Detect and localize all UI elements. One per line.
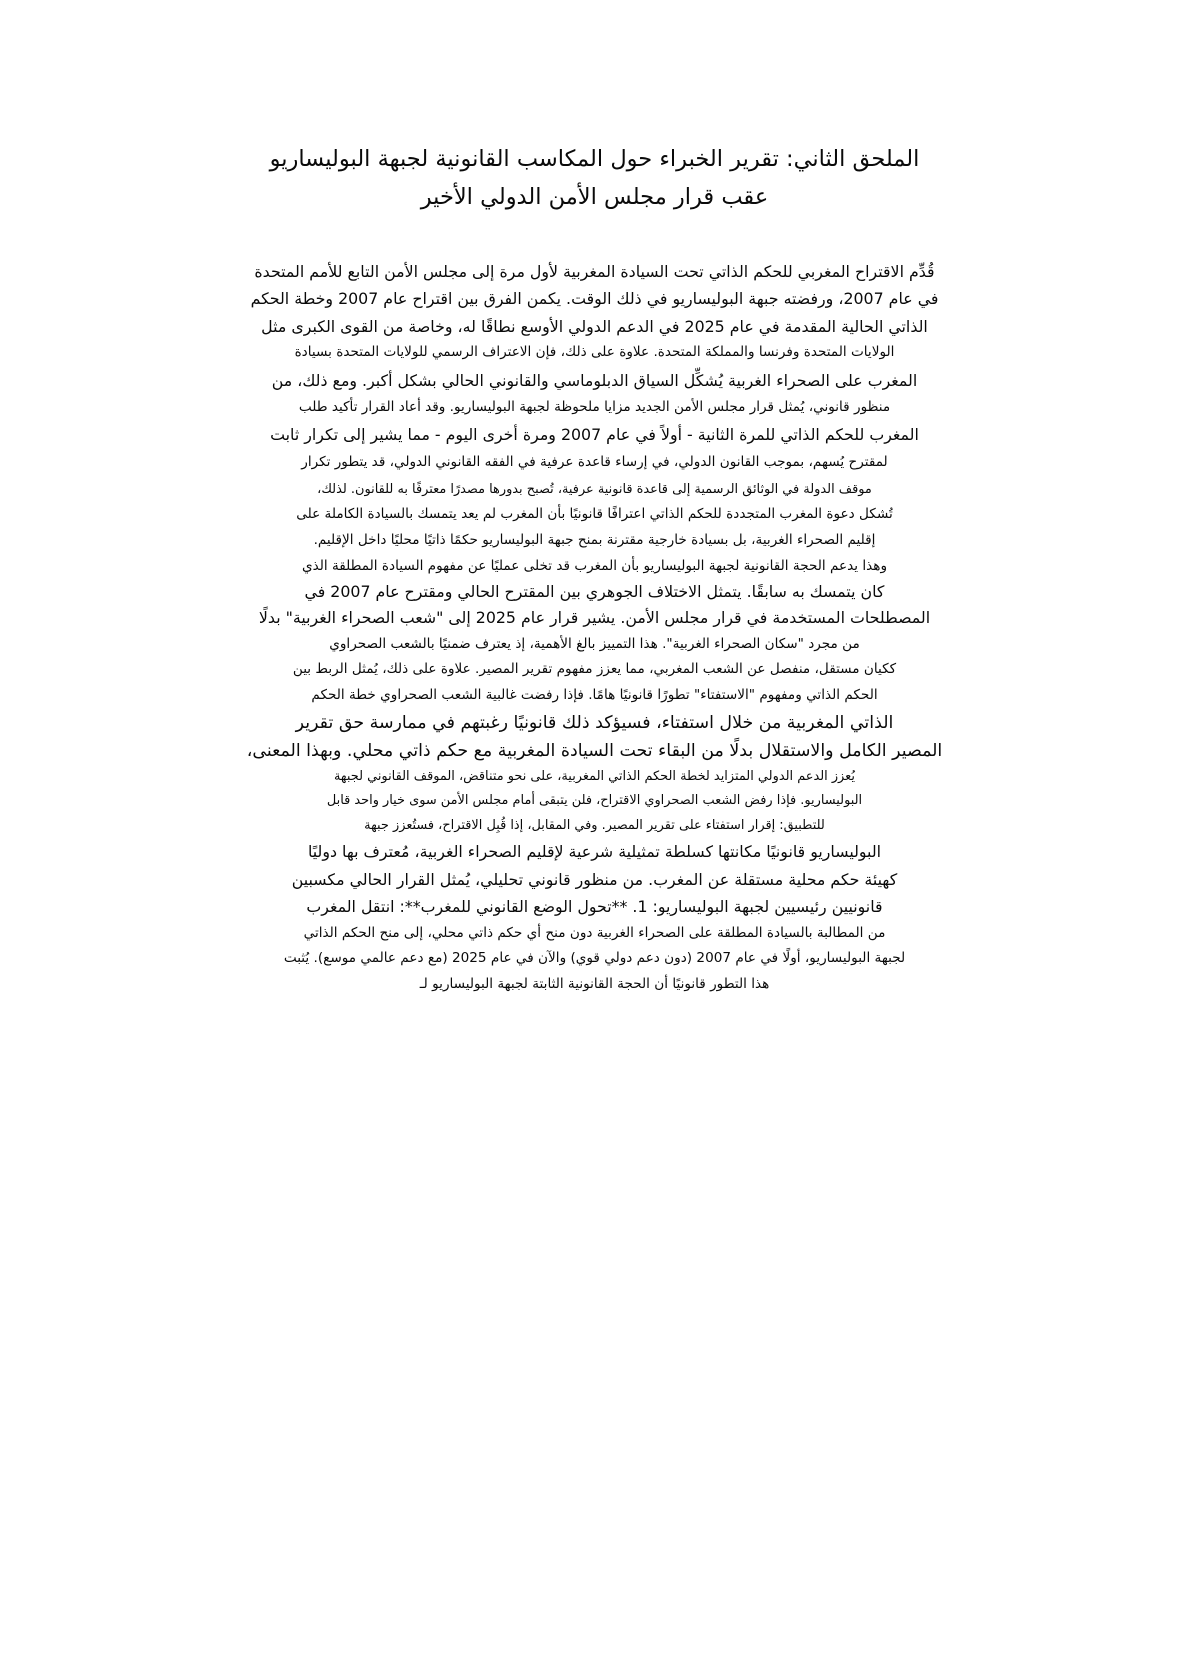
body-line: كهيئة حكم محلية مستقلة عن المغرب. من منظور قانوني تحليلي، يُمثل القرار الحالي مكسبين <box>291 869 898 889</box>
body-line: المغرب للحكم الذاتي للمرة الثانية - أولاً في عام 2007 ومرة أخرى اليوم - مما يشير إلى تكرار ثابت <box>270 424 919 444</box>
body-line: لمقترح يُسهم، بموجب القانون الدولي، في إرساء قاعدة عرفية في الفقه القانوني الدولي، قد يتطور تكرار <box>301 454 888 471</box>
body-line: وهذا يدعم الحجة القانونية لجبهة البوليساريو بأن المغرب قد تخلى عمليًا عن مفهوم السيادة المطلقة الذي <box>301 557 888 574</box>
body-line: البوليساريو قانونيًا مكانتها كسلطة تمثيلية شرعية لإقليم الصحراء الغربية، مُعترف بها دوليًا <box>307 842 882 862</box>
body-line: قانونيين رئيسيين لجبهة البوليساريو: 1. **تحول الوضع القانوني للمغرب**: انتقل المغرب <box>306 897 883 917</box>
body-line: منظور قانوني، يُمثل قرار مجلس الأمن الجديد مزايا ملحوظة لجبهة البوليساريو. وقد أعاد القرار تأكيد طلب <box>298 399 891 416</box>
body-line: الحكم الذاتي ومفهوم "الاستفتاء" تطورًا قانونيًا هامًا. فإذا رفضت غالبية الشعب الصحراوي خطة الحكم <box>311 687 878 703</box>
body-line: كان يتمسك به سابقًا. يتمثل الاختلاف الجوهري بين المقترح الحالي ومقترح عام 2007 في <box>304 582 885 601</box>
body-line: للتطبيق: إقرار استفتاء على تقرير المصير. وفي المقابل، إذا قُبِل الاقتراح، فستُعزز جبهة <box>364 817 825 833</box>
body-line: المصطلحات المستخدمة في قرار مجلس الأمن. يشير قرار عام 2025 إلى "شعب الصحراء الغربية" بدلًا <box>258 608 931 628</box>
body-line: الذاتي المغربية من خلال استفتاء، فسيؤكد ذلك قانونيًا رغبتهم في ممارسة حق تقرير <box>295 712 894 733</box>
body-line: يُعزز الدعم الدولي المتزايد لخطة الحكم الذاتي المغربية، على نحو متناقض، الموقف القانوني لجبهة <box>334 768 855 784</box>
body-line: ككيان مستقل، منفصل عن الشعب المغربي، مما يعزز مفهوم تقرير المصير. علاوة على ذلك، يُمثل الربط بين <box>292 661 897 678</box>
body-line: موقف الدولة في الوثائق الرسمية إلى قاعدة قانونية عرفية، تُصبح بدورها مصدرًا معترفًا به للقانون. لذلك، <box>317 481 872 497</box>
body-line: المغرب على الصحراء الغربية يُشكِّل السياق الدبلوماسي والقانوني الحالي بشكل أكبر. ومع ذلك، من <box>271 370 918 390</box>
document-body <box>140 258 1049 997</box>
heading-line: الملحق الثاني: تقرير الخبراء حول المكاسب القانونية لجبهة البوليساريو <box>269 146 920 172</box>
body-line: لجبهة البوليساريو، أولًا في عام 2007 (دون دعم دولي قوي) والآن في عام 2025 (مع دعم عالمي موسع). يُثبت <box>283 950 906 967</box>
body-line: الذاتي الحالية المقدمة في عام 2025 في الدعم الدولي الأوسع نطاقًا له، وخاصة من القوى الكبرى مثل <box>261 316 928 336</box>
body-line: من المطالبة بالسيادة المطلقة على الصحراء الغربية دون منح أي حكم ذاتي محلي، إلى منح الحكم الذاتي <box>303 924 886 941</box>
body-line: الولايات المتحدة وفرنسا والمملكة المتحدة. علاوة على ذلك، فإن الاعتراف الرسمي للولايات المتحدة بسيادة <box>294 344 895 361</box>
body-line: من مجرد "سكان الصحراء الغربية". هذا التمييز بالغ الأهمية، إذ يعترف ضمنيًا بالشعب الصحراوي <box>329 635 860 652</box>
body-line: المصير الكامل والاستقلال بدلًا من البقاء تحت السيادة المغربية مع حكم ذاتي محلي. وبهذا المعنى، <box>246 740 943 761</box>
document-heading <box>140 140 1049 216</box>
body-line: في عام 2007، ورفضته جبهة البوليساريو في ذلك الوقت. يكمن الفرق بين اقتراح عام 2007 وخطة الحكم <box>250 289 939 309</box>
body-line: إقليم الصحراء الغربية، بل بسيادة خارجية مقترنة بمنح جبهة البوليساريو حكمًا ذاتيًا محليًا داخل الإقليم. <box>313 532 876 548</box>
body-line: قُدِّم الاقتراح المغربي للحكم الذاتي تحت السيادة المغربية لأول مرة إلى مجلس الأمن التابع للأمم المتحدة <box>254 262 935 281</box>
body-line: البوليساريو. فإذا رفض الشعب الصحراوي الاقتراح، فلن يتبقى أمام مجلس الأمن سوى خيار واحد قابل <box>326 793 863 809</box>
body-line: تُشكل دعوة المغرب المتجددة للحكم الذاتي اعترافًا قانونيًا بأن المغرب لم يعد يتمسك بالسيادة الكاملة على <box>296 506 893 523</box>
body-line: هذا التطور قانونيًا أن الحجة القانونية الثابتة لجبهة البوليساريو لـ <box>419 975 770 992</box>
heading-line: عقب قرار مجلس الأمن الدولي الأخير <box>420 184 769 210</box>
